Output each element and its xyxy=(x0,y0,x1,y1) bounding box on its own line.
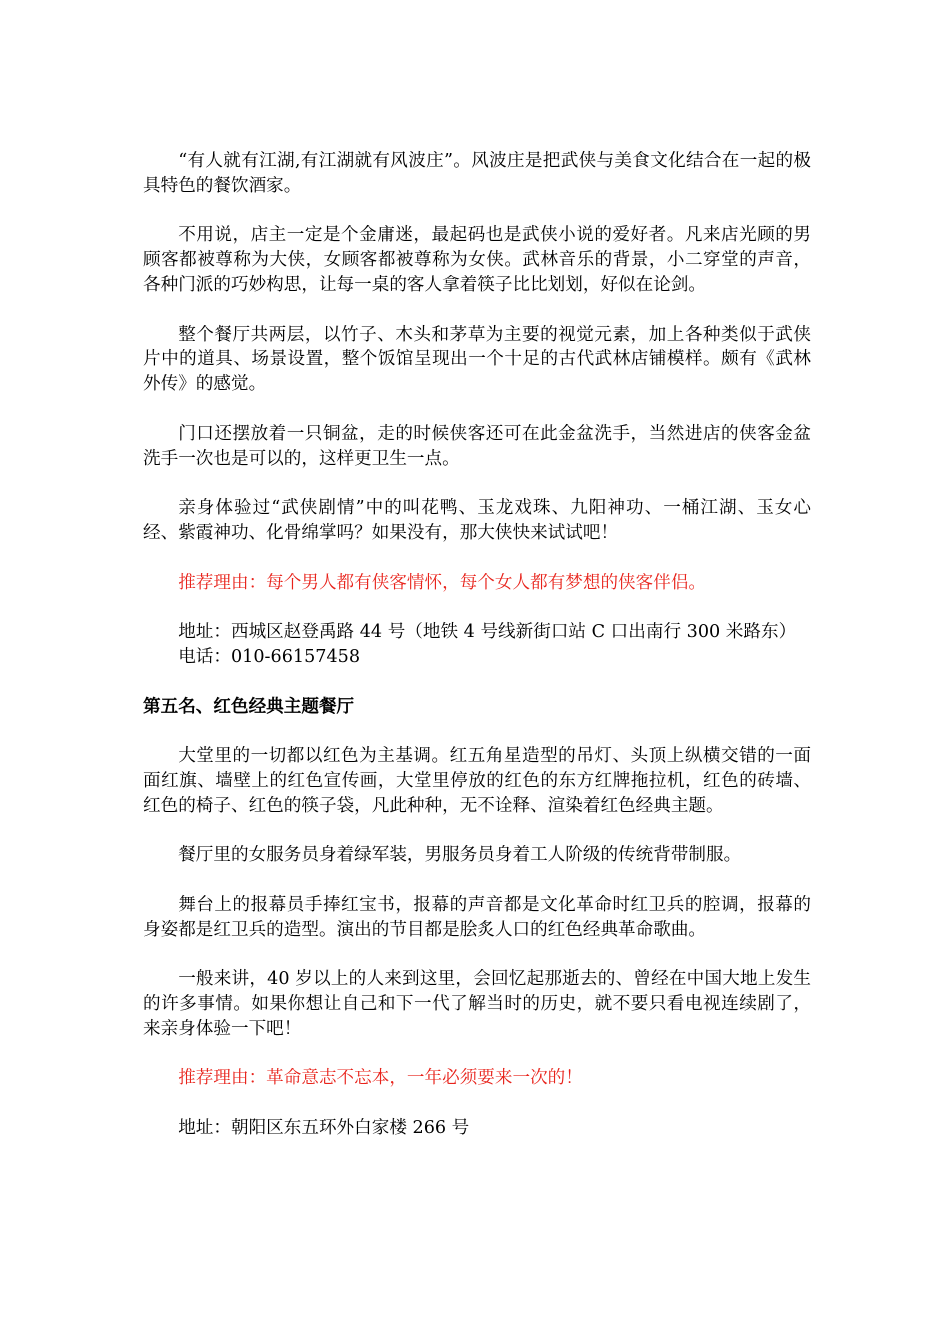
section-heading: 第五名、红色经典主题餐厅 xyxy=(143,695,355,717)
paragraph-staff: 餐厅里的女服务员身着绿军装，男服务员身着工人阶级的传统背带制服。 xyxy=(178,845,742,866)
recommend-reason: 推荐理由：革命意志不忘本，一年必须要来一次的！ xyxy=(178,1068,583,1089)
phone-text: 电话：010-66157458 xyxy=(178,646,361,667)
paragraph-intro: “有人就有江湖,有江湖就有风波庄”。风波庄是把武侠与美食文化结合在一起的极具特色的餐饮酒家。 xyxy=(143,151,811,196)
document-body xyxy=(143,149,811,1141)
paragraph-stage: 舞台上的报幕员手捧红宝书，报幕的声音都是文化革命时红卫兵的腔调，报幕的身姿都是红卫兵的造型。演出的节目都是脍炙人口的红色经典革命歌曲。 xyxy=(143,894,811,940)
paragraph-basin: 门口还摆放着一只铜盆，走的时候侠客还可在此金盆洗手，当然进店的侠客金盆洗手一次也是可以的，这样更卫生一点。 xyxy=(143,423,811,469)
address-text: 地址：西城区赵登禹路 44 号（地铁 4 号线新街口站 C 口出南行 300 米路东） xyxy=(178,622,797,643)
paragraph-owner: 不用说，店主一定是个金庸迷，最起码也是武侠小说的爱好者。凡来店光顾的男顾客都被尊称为大侠，女顾客都被尊称为女侠。武林音乐的背景，小二穿堂的声音，各种门派的巧妙构思，让每一桌的客人拿着筷子比比划划，好似在论剑。 xyxy=(143,225,811,295)
address-text: 地址：朝阳区东五环外白家楼 266 号 xyxy=(178,1118,470,1139)
paragraph-decor: 整个餐厅共两层，以竹子、木头和茅草为主要的视觉元素，加上各种类似于武侠片中的道具、场景设置，整个饭馆呈现出一个十足的古代武林店铺模样。颇有《武林外传》的感觉。 xyxy=(143,324,811,395)
paragraph-memory: 一般来讲，40 岁以上的人来到这里，会回忆起那逝去的、曾经在中国大地上发生的许多事情。如果你想让自己和下一代了解当时的历史，就不要只看电视连续剧了，来亲身体验一下吧！ xyxy=(143,969,811,1039)
recommend-reason: 推荐理由：每个男人都有侠客情怀，每个女人都有梦想的侠客伴侣。 xyxy=(178,572,707,593)
paragraph-dishes: 亲身体验过“武侠剧情”中的叫花鸭、玉龙戏珠、九阳神功、一桶江湖、玉女心经、紫霞神功、化骨绵掌吗？如果没有，那大侠快来试试吧！ xyxy=(143,498,811,543)
paragraph-hall: 大堂里的一切都以红色为主基调。红五角星造型的吊灯、头顶上纵横交错的一面面红旗、墙壁上的红色宣传画，大堂里停放的红色的东方红牌拖拉机，红色的砖墙、红色的椅子、红色的筷子袋，凡此种种，无不诠释、渲染着红色经典主题。 xyxy=(143,746,811,816)
